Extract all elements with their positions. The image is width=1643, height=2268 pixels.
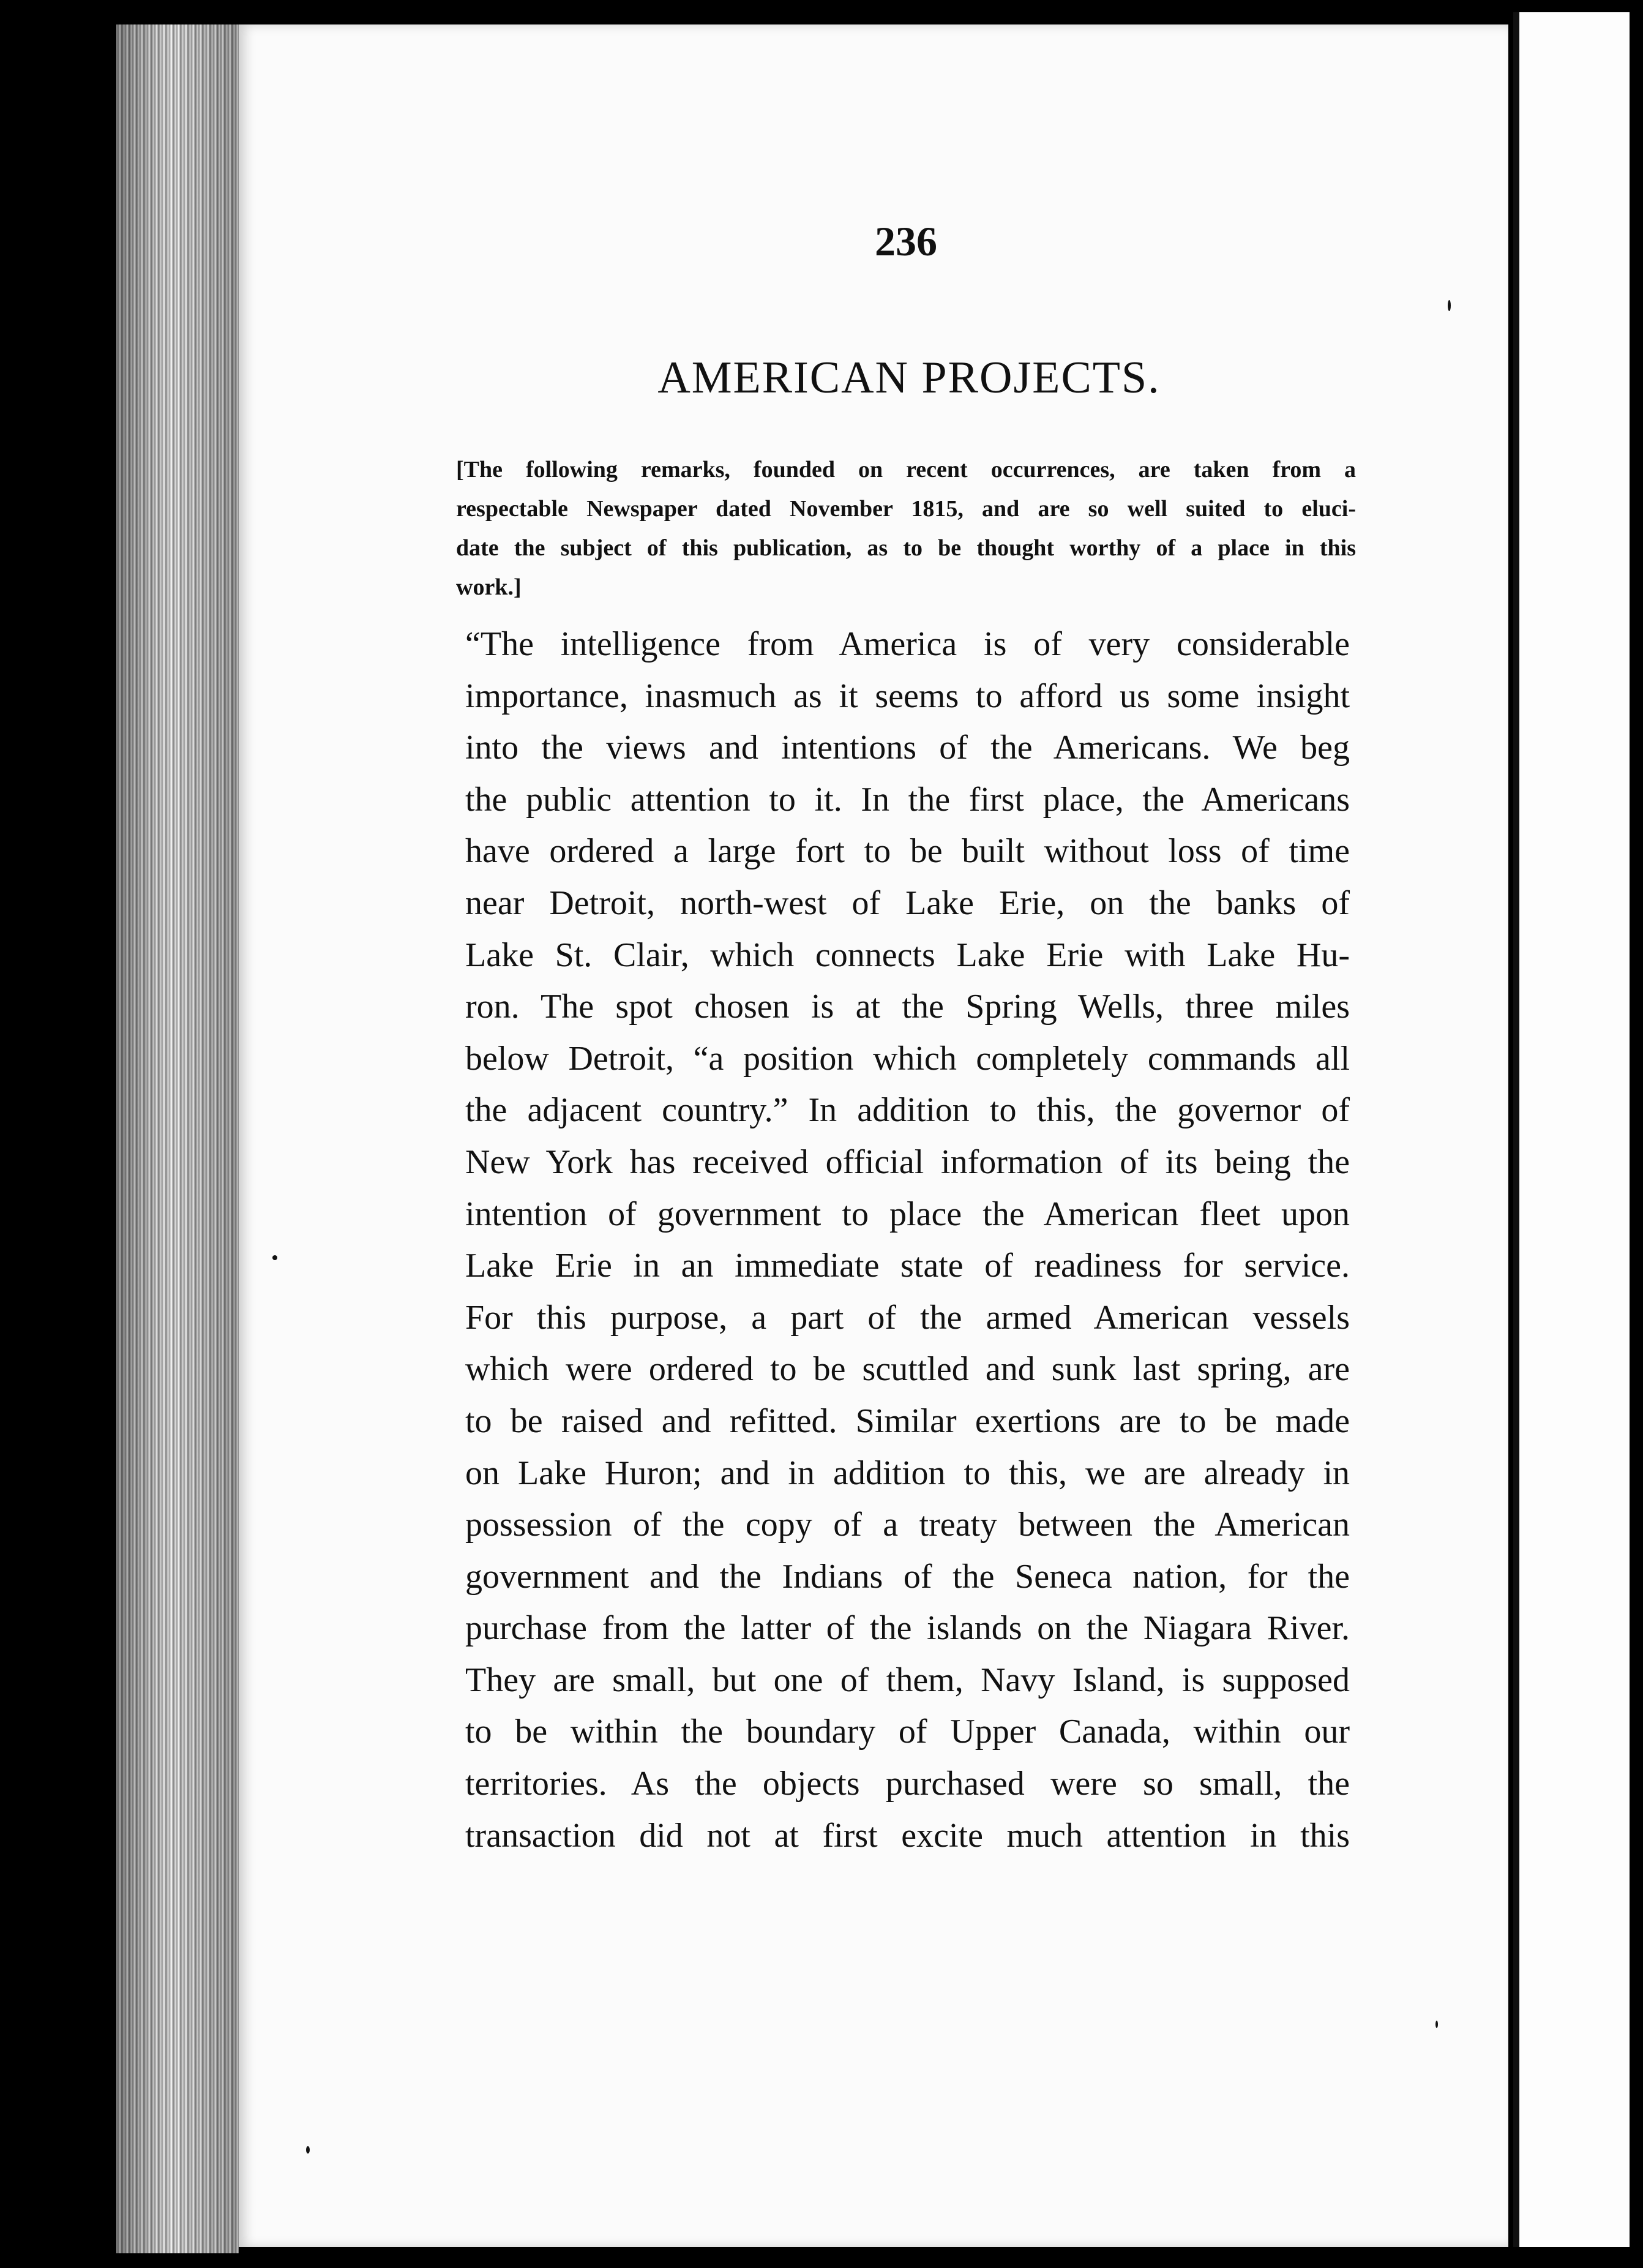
- body-line: to be raised and refitted. Similar exertions are to be made: [465, 1402, 1350, 1440]
- body-line: ron. The spot chosen is at the Spring Wells, three miles: [465, 988, 1350, 1026]
- body-line: For this purpose, a part of the armed American vessels: [465, 1298, 1350, 1337]
- scan-speck: [272, 1255, 277, 1260]
- body-line: below Detroit, “a position which completely commands all: [465, 1039, 1350, 1078]
- body-line: on Lake Huron; and in addition to this, we are already in: [465, 1454, 1350, 1492]
- body-line: the public attention to it. In the first place, the Americans: [465, 780, 1350, 819]
- body-line: into the views and intentions of the Americans. We beg: [465, 729, 1350, 767]
- body-line: government and the Indians of the Seneca nation, for the: [465, 1557, 1350, 1596]
- body-line: territories. As the objects purchased were so small, the: [465, 1765, 1350, 1803]
- note-line: date the subject of this publication, as to be thought worthy of a place in this: [456, 535, 1356, 561]
- note-line: respectable Newspaper dated November 1815, and are so well suited to eluci-: [456, 496, 1356, 522]
- body-line: importance, inasmuch as it seems to afford us some insight: [465, 677, 1350, 715]
- body-line: New York has received official information of its being the: [465, 1143, 1350, 1181]
- book-edge-shadow: [116, 24, 239, 2253]
- scan-speck: [1448, 300, 1451, 311]
- body-line: near Detroit, north-west of Lake Erie, on the banks of: [465, 884, 1350, 922]
- scan-speck: [1435, 2021, 1438, 2028]
- body-line: They are small, but one of them, Navy Island, is supposed: [465, 1661, 1350, 1699]
- page-number: 236: [875, 218, 937, 265]
- note-line: work.]: [456, 574, 522, 600]
- note-line: [The following remarks, founded on recent occurrences, are taken from a: [456, 457, 1356, 483]
- body-line: to be within the boundary of Upper Canada, within our: [465, 1713, 1350, 1751]
- body-line: transaction did not at first excite much attention in this: [465, 1816, 1350, 1855]
- scan-speck: [306, 2146, 310, 2153]
- body-line: intention of government to place the American fleet upon: [465, 1195, 1350, 1233]
- body-line: “The intelligence from America is of very considerable: [465, 625, 1350, 663]
- body-line: have ordered a large fort to be built without loss of time: [465, 832, 1350, 871]
- body-line: the adjacent country.” In addition to this, the governor of: [465, 1091, 1350, 1130]
- body-line: possession of the copy of a treaty between the American: [465, 1506, 1350, 1544]
- body-line: which were ordered to be scuttled and sunk last spring, are: [465, 1350, 1350, 1389]
- adjacent-page-edge: [1513, 12, 1630, 2247]
- body-line: Lake Erie in an immediate state of readiness for service.: [465, 1247, 1350, 1285]
- body-line: Lake St. Clair, which connects Lake Erie with Lake Hu-: [465, 936, 1350, 974]
- editorial-note: [456, 450, 1356, 607]
- article-body: [465, 618, 1350, 1861]
- page-title: AMERICAN PROJECTS.: [657, 353, 1161, 403]
- body-line: purchase from the latter of the islands on the Niagara River.: [465, 1609, 1350, 1648]
